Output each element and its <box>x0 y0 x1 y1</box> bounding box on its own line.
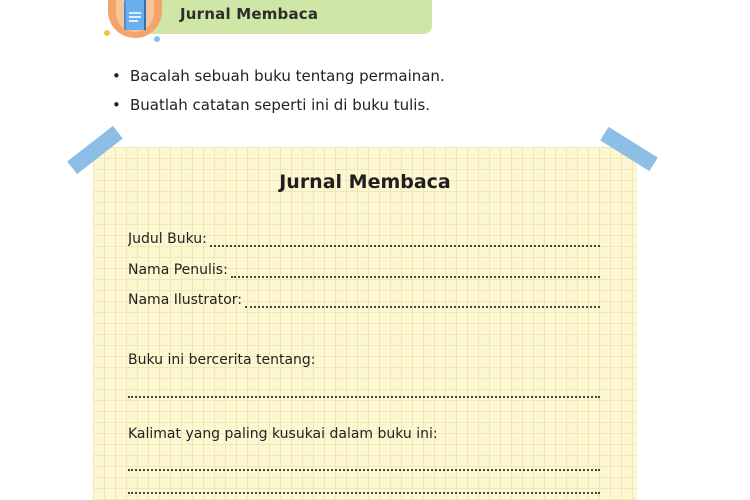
field-nama-ilustrator <box>128 292 600 308</box>
field-nama-penulis <box>128 262 600 278</box>
fill-line <box>210 231 600 247</box>
book-icon <box>120 0 150 32</box>
instruction-item: • Bacalah sebuah buku tentang permainan. <box>112 62 445 91</box>
fill-line <box>128 394 600 398</box>
instruction-item: • Buatlah catatan seperti ini di buku tulis. <box>112 91 445 120</box>
journal-note-card <box>93 147 637 500</box>
instruction-list <box>112 62 445 120</box>
note-title: Jurnal Membaca <box>279 171 451 193</box>
field-label: Nama Penulis: <box>128 262 228 278</box>
field-label: Nama Ilustrator: <box>128 292 243 308</box>
decor-dot <box>104 30 110 36</box>
field-label: Judul Buku: <box>128 231 207 247</box>
section-title: Jurnal Membaca <box>180 5 319 23</box>
decor-dot <box>154 36 160 42</box>
fill-line <box>245 292 600 308</box>
fill-line <box>231 262 600 278</box>
fill-line <box>128 490 600 494</box>
fill-line <box>128 467 600 471</box>
field-judul-buku <box>128 231 600 247</box>
favorite-prompt: Kalimat yang paling kusukai dalam buku ini: <box>128 426 438 442</box>
story-prompt: Buku ini bercerita tentang: <box>128 352 316 368</box>
